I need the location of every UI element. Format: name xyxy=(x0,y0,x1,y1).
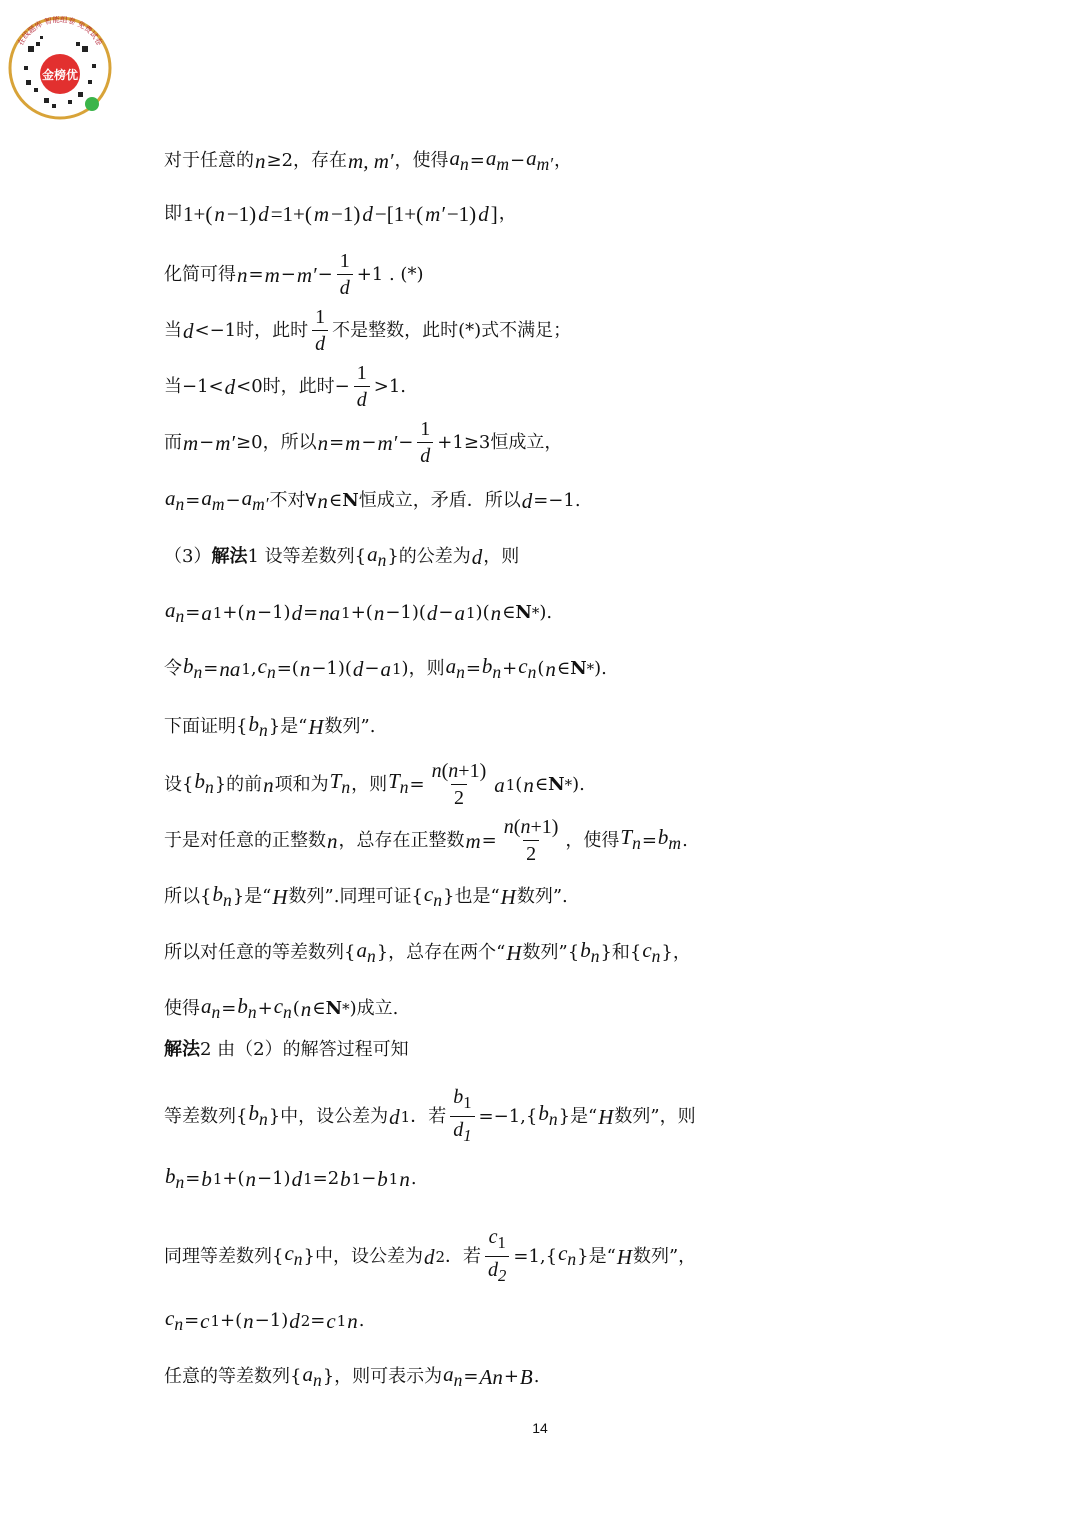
line-9: $a_n$ = a 1 +( n −1) d = na 1 +( n −1)( d − a 1 )( n ∈ N * ). xyxy=(165,598,553,627)
line-11: 下面证明{ $b_n$ }是“ H 数列”. xyxy=(164,712,376,741)
line-16: 使得 $a_n$ = $b_n$ + $c_n$ ( n ∈ N * )成立. xyxy=(164,994,399,1023)
line-13: 于是对任意的正整数 n ，总存在正整数 m = $\frac{n(n+1)}{2}$ ，使得 $T_n$ = $b_m$ . xyxy=(164,816,688,865)
line-3: 化简可得 n = m − m′ − $\frac{1}{d}$ +1 . (*) xyxy=(164,250,424,299)
line-19: $b_n$ = b 1 +( n −1) d 1 =2 b 1 − b 1 n . xyxy=(165,1164,417,1193)
line-5: 当−1< d <0时，此时− $\frac{1}{d}$ >1. xyxy=(164,362,407,411)
line-6: 而 m − m′ ≥0，所以 n = m − m′ − $\frac{1}{d}$ +1≥3恒成立， xyxy=(164,418,563,467)
line-10: 令 $b_n$ = na 1 , $c_n$ =( n −1)( d − a 1 )，则 $a_n$ = $b_n$ + $c_n$ ( n ∈ N * ). xyxy=(164,654,607,683)
line-22: 任意的等差数列{ $a_n$ }，则可表示为 $a_n$ = An + B . xyxy=(164,1362,540,1391)
line-15: 所以对任意的等差数列{ $a_n$ }，总存在两个“ H 数列”{ $b_n$ }和{ $c_n$ }， xyxy=(164,938,691,967)
mini-program-icon xyxy=(85,97,99,111)
line-17: 解法 2 由（2）的解答过程可知 xyxy=(164,1039,409,1060)
page-number: 14 xyxy=(532,1420,548,1436)
line-8: （3） 解法 1 设等差数列{ $a_n$ }的公差为 d ，则 xyxy=(164,542,520,571)
line-14: 所以{ $b_n$ }是“ H 数列”.同理可证{ $c_n$ }也是“ H 数列”. xyxy=(164,882,568,911)
svg-text:在线题库 智能组卷 免费试卷: 在线题库 智能组卷 免费试卷 xyxy=(15,14,105,48)
line-18: 等差数列{ $b_n$ }中，设公差为 d 1 ．若 $\frac{b_1}{d_1}$ =−1,{ $b_n$ }是“ H 数列”，则 xyxy=(164,1086,696,1145)
line-2: 即 1+( n −1) d =1+( m −1) d −[1+( m′ −1) d ] ， xyxy=(164,202,517,226)
brand-logo xyxy=(6,6,114,124)
line-4: 当 d <−1时，此时 $\frac{1}{d}$ 不是整数，此时(*)式不满足； xyxy=(164,306,572,355)
line-21: $c_n$ = c 1 +( n −1) d 2 = c 1 n . xyxy=(165,1306,365,1335)
line-1: 对于任意的 n ≥2，存在 m, m′ ，使得 $a_n$ = $a_m$ − $a_{m'}$ ， xyxy=(164,146,573,175)
line-20: 同理等差数列{ $c_n$ }中，设公差为 d 2 ．若 $\frac{c_1}{d_2}$ =1,{ $c_n$ }是“ H 数列”， xyxy=(164,1226,697,1285)
line-12: 设{ $b_n$ }的前 n 项和为 $T_n$ ，则 $T_n$ = $\frac{n(n+1)}{2}$ a 1 ( n ∈ N * ). xyxy=(164,760,585,809)
svg-text:金榜优: 金榜优 xyxy=(41,68,79,82)
line-7: $a_n$ = $a_m$ − $a_{m'}$ 不对∀ n ∈ N 恒成立，矛盾．所以 d =−1. xyxy=(165,486,581,515)
